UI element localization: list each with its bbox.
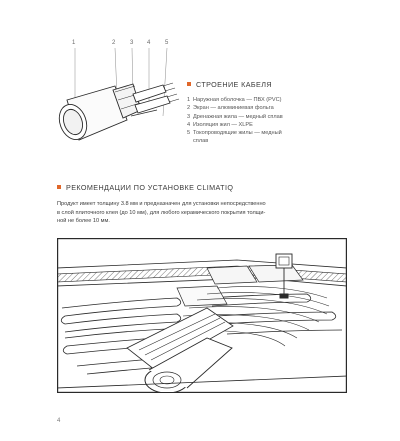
callout-3: 3 [130, 40, 134, 46]
install-heading: РЕКОМЕНДАЦИИ ПО УСТАНОВКЕ CLIMATIQ [66, 183, 234, 192]
layer-item: 2 Экран — алюминиевая фольга [187, 105, 274, 112]
installation-illustration [57, 238, 347, 393]
install-line: в слой плиточного клея (до 10 мм), для любого керамического покрытия толщи- [57, 209, 266, 216]
install-description [57, 200, 357, 226]
layer-item: сплав [193, 138, 209, 145]
accent-square [187, 82, 191, 86]
callout-2: 2 [112, 40, 116, 46]
install-line: ной не более 10 мм. [57, 218, 110, 225]
layers-list [187, 96, 283, 146]
structure-heading: СТРОЕНИЕ КАБЕЛЯ [196, 80, 272, 89]
accent-square [57, 185, 61, 189]
layer-item: 4 Изоляция жил — XLPE [187, 121, 253, 128]
page-number: 4 [57, 418, 61, 424]
callout-4: 4 [147, 40, 151, 46]
install-line: Продукт имеет толщину 3.8 мм и предназначен для установки непосредственно [57, 201, 266, 207]
callout-1: 1 [72, 40, 76, 46]
layer-item: 5 Токопроводящие жилы — медный [187, 130, 282, 137]
callout-5: 5 [165, 40, 169, 46]
layer-item: 1 Наружная оболочка — ПВХ (PVC) [187, 97, 282, 103]
layer-item: 3 Дренажная жила — медный сплав [187, 113, 283, 120]
cable-illustration [45, 30, 185, 150]
